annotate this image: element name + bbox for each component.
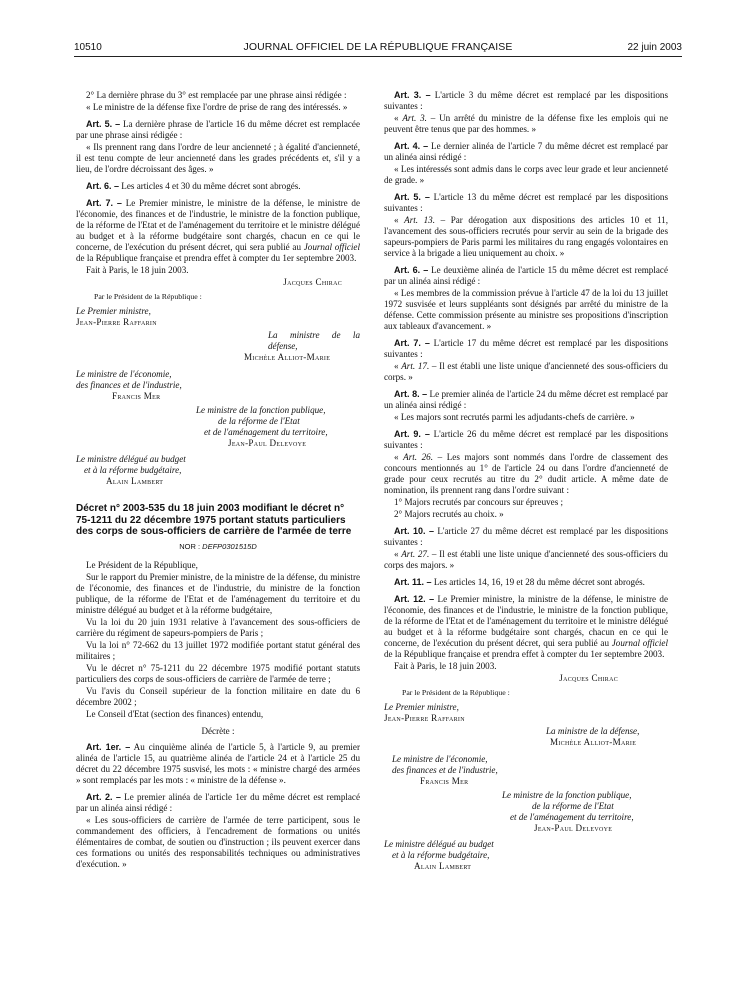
economy-name: Francis Mer	[420, 776, 469, 786]
economy-title-2: des finances et de l'industrie,	[76, 380, 182, 390]
quote: « Le ministre de la défense fixe l'ordre de prise de rang des intéressés. »	[86, 102, 348, 112]
nor-reference: NOR : DEFP0301515D	[179, 541, 257, 551]
budget-title: Le ministre délégué au budget	[76, 454, 186, 464]
decree-title: Décret n° 2003-535 du 18 juin 2003 modifiant le décret n° 75-1211 du 22 décembre 1975 portant statuts particuliers des corps de sous-officiers de carrière de l'armée de terre	[76, 503, 352, 537]
president-line: Par le Président de la République :	[94, 292, 202, 301]
article-9: Art. 9. – L'article 26 du même décret est remplacé par les dispositions suivantes :	[384, 429, 668, 450]
left-column	[76, 90, 360, 871]
paragraph: Vu la loi n° 72-662 du 13 juillet 1972 modifiée portant statut général des militaires ;	[76, 639, 360, 661]
quote: « Les membres de la commission prévue à l'article 47 de la loi du 13 juillet 1972 susvisée et leurs suppléants sont désignés par arrêté du ministre de la défense. Cette commission présente au ministre ses propositions d'inscription aux tableaux d'avancement. »	[384, 288, 668, 331]
article-12: Art. 12. – Le Premier ministre, la ministre de la défense, le ministre de l'économie, des finances et de l'industrie, le ministre de la fonction publique, de la réforme de l'Etat et de l'aménagement du territoire et le ministre délégué au budget et à la réforme budgétaire sont chargés, chacun en ce qui le concerne, de l'exécution du présent décret, qui sera publié au Journal officiel de la République française et prendra effet à compter du 1er septembre 2003.	[384, 594, 668, 659]
quote: « Art. 17. – Il est établi une liste unique d'ancienneté des sous-officiers du corps. »	[384, 361, 668, 382]
pm-title: Le Premier ministre,	[384, 702, 459, 712]
quote: « Les intéressés sont admis dans le corps avec leur grade et leur ancienneté de grade. »	[384, 164, 668, 185]
page-number: 10510	[74, 42, 102, 53]
budget-name: Alain Lambert	[106, 476, 164, 486]
president-signature: Jacques Chirac	[283, 277, 342, 287]
article-label: Art. 4. –	[394, 141, 429, 151]
signature-date: Fait à Paris, le 18 juin 2003.	[394, 661, 497, 671]
article-6: Art. 6. – Le deuxième alinéa de l'article 15 du même décret est remplacé par un alinéa ainsi rédigé :	[384, 265, 668, 286]
decrees-heading: Décrète :	[201, 725, 235, 736]
list-item: 2° Majors recrutés au choix. »	[394, 509, 504, 519]
page-header	[74, 40, 682, 56]
paragraph: Vu la loi du 20 juin 1931 relative à l'avancement des sous-officiers de carrière du régiment de sapeurs-pompiers de Paris ;	[76, 616, 360, 638]
budget-title-2: et à la réforme budgétaire,	[392, 850, 490, 860]
right-column	[384, 90, 668, 872]
quote: « Les sous-officiers de carrière de l'armée de terre participent, sous le commandement des officiers, à l'encadrement de formations ou unités élémentaires de combat, de soutien ou d'instruction ; ils peuvent exercer dans ces formations ou unités des responsabilités techniques ou administratives d'exécution. »	[76, 814, 360, 869]
article-label: Art. 5. –	[394, 192, 430, 202]
header-rule	[74, 56, 682, 57]
list-item: 1° Majors recrutés par concours sur épreuves ;	[394, 497, 564, 507]
article-2: Art. 2. – Le premier alinéa de l'article 1er du même décret est remplacé par un alinéa ainsi rédigé :	[76, 791, 360, 813]
paragraph: Le Conseil d'Etat (section des finances) entendu,	[86, 708, 264, 719]
civil-service-title-2: de la réforme de l'Etat	[218, 416, 300, 426]
defense-title: La ministre de la défense,	[546, 726, 640, 736]
pm-title: Le Premier ministre,	[76, 306, 151, 316]
signature-date: Fait à Paris, le 18 juin 2003.	[86, 265, 189, 275]
issue-date: 22 juin 2003	[627, 42, 682, 53]
signature-block	[384, 673, 668, 872]
article-label: Art. 7. –	[86, 198, 122, 208]
quote: « Art. 27. – Il est établi une liste unique d'ancienneté des sous-officiers du corps des majors. »	[384, 549, 668, 570]
quote: « Art. 3. – Un arrêté du ministre de la défense fixe les emplois qui ne peuvent être tenus que par des hommes. »	[384, 113, 668, 134]
article-label: Art. 12. –	[394, 594, 435, 604]
quote: « Art. 13. – Par dérogation aux dispositions des articles 10 et 11, l'avancement des sous-officiers recrutés pour servir au sein de la brigade des sapeurs-pompiers de Paris parmi les militaires du rang engagés volontaires en service à la brigade a lieu uniquement au choix. »	[384, 215, 669, 258]
article-label: Art. 5. –	[86, 119, 121, 129]
civil-service-name: Jean-Paul Delevoye	[534, 823, 613, 833]
article-label: Art. 1er. –	[86, 741, 131, 752]
civil-service-title-3: et de l'aménagement du territoire,	[510, 812, 634, 822]
article-5: Art. 5. – La dernière phrase de l'article 16 du même décret est remplacée par une phrase ainsi rédigée :	[76, 119, 360, 140]
defense-title: La ministre de la défense,	[268, 330, 360, 351]
economy-title: Le ministre de l'économie,	[392, 754, 488, 764]
article-11: Art. 11. – Les articles 14, 16, 19 et 28 du même décret sont abrogés.	[394, 577, 645, 587]
quote: « Ils prennent rang dans l'ordre de leur ancienneté ; à égalité d'ancienneté, il est tenu compte de leur ancienneté dans les grades précédents et, s'il y a lieu, de l'ordre décroissant des âges. »	[76, 142, 360, 174]
economy-title-2: des finances et de l'industrie,	[392, 765, 498, 775]
pm-name: Jean-Pierre Raffarin	[76, 317, 157, 327]
article-label: Art. 10. –	[394, 526, 435, 536]
civil-service-name: Jean-Paul Delevoye	[228, 438, 307, 448]
pm-name: Jean-Pierre Raffarin	[384, 713, 465, 723]
article-7: Art. 7. – L'article 17 du même décret est remplacé par les dispositions suivantes :	[384, 338, 668, 359]
article-label: Art. 7. –	[394, 338, 430, 348]
article-10: Art. 10. – L'article 27 du même décret est remplacé par les dispositions suivantes :	[384, 526, 668, 547]
article-label: Art. 2. –	[86, 791, 121, 802]
article-5: Art. 5. – L'article 13 du même décret est remplacé par les dispositions suivantes :	[384, 192, 668, 213]
economy-name: Francis Mer	[112, 391, 161, 401]
paragraph: Vu le décret n° 75-1211 du 22 décembre 1975 modifié portant statuts particuliers des corps de sous-officiers de carrière de l'armée de terre ;	[76, 662, 360, 684]
journal-title: JOURNAL OFFICIEL DE LA RÉPUBLIQUE FRANÇAISE	[243, 41, 513, 53]
quote: « Art. 26. – Les majors sont nommés dans l'ordre de classement des concours mentionnés au 1° de l'article 24 ou dans l'ordre d'ancienneté de grade pour ceux recrutés au titre du 2° dudit article. A même date de nomination, ils prennent rang dans l'ordre suivant :	[384, 452, 668, 495]
signature-block	[76, 277, 360, 487]
article-label: Art. 6. –	[86, 181, 120, 191]
defense-name: Michèle Alliot-Marie	[244, 352, 331, 362]
president-signature: Jacques Chirac	[559, 673, 618, 683]
article-8: Art. 8. – Le premier alinéa de l'article 24 du même décret est remplacé par un alinéa ainsi rédigé :	[384, 389, 668, 410]
article-label: Art. 8. –	[394, 389, 428, 399]
article-label: Art. 11. –	[394, 577, 432, 587]
article-4: Art. 4. – Le dernier alinéa de l'article 7 du même décret est remplacé par un alinéa ainsi rédigé :	[384, 141, 668, 162]
article-3: Art. 3. – L'article 3 du même décret est remplacé par les dispositions suivantes :	[384, 90, 668, 111]
budget-title: Le ministre délégué au budget	[384, 839, 494, 849]
article-1: Art. 1er. – Au cinquième alinéa de l'article 5, à l'article 9, au premier alinéa de l'article 15, au quatrième alinéa de l'article 24 et à l'article 25 du décret du 22 décembre 1975 susvisé, les mots : « ministre chargé des armées » sont remplacés par les mots : « ministre de la défense ».	[76, 741, 360, 785]
civil-service-title: Le ministre de la fonction publique,	[502, 790, 632, 800]
economy-title: Le ministre de l'économie,	[76, 369, 172, 379]
article-label: Art. 9. –	[394, 429, 430, 439]
article-label: Art. 6. –	[394, 265, 429, 275]
paragraph: Vu l'avis du Conseil supérieur de la fonction militaire en date du 6 décembre 2002 ;	[76, 685, 360, 707]
civil-service-title: Le ministre de la fonction publique,	[196, 405, 326, 415]
quote: « Les majors sont recrutés parmi les adjudants-chefs de carrière. »	[394, 412, 635, 422]
article-label: Art. 3. –	[394, 90, 431, 100]
paragraph: 2° La dernière phrase du 3° est remplacée par une phrase ainsi rédigée :	[86, 90, 347, 100]
civil-service-title-2: de la réforme de l'Etat	[532, 801, 614, 811]
budget-name: Alain Lambert	[414, 861, 472, 871]
paragraph: Sur le rapport du Premier ministre, de la ministre de la défense, du ministre de l'économie, des finances et de l'industrie, du ministre de la fonction publique, de la réforme de l'Etat et de l'aménagement du territoire et du ministre délégué au budget et à la réforme budgétaire,	[76, 571, 361, 615]
paragraph: Le Président de la République,	[86, 559, 198, 570]
article-7: Art. 7. – Le Premier ministre, le ministre de la défense, le ministre de l'économie, des finances et de l'industrie, le ministre de la fonction publique, de la réforme de l'Etat et de l'aménagement du territoire et le ministre délégué au budget et à la réforme budgétaire sont chargés, chacun en ce qui le concerne, de l'exécution du présent décret, qui sera publié au Journal officiel de la République française et prendra effet à compter du 1er septembre 2003.	[76, 198, 360, 263]
article-6: Art. 6. – Les articles 4 et 30 du même décret sont abrogés.	[86, 181, 301, 191]
defense-name: Michèle Alliot-Marie	[550, 737, 637, 747]
budget-title-2: et à la réforme budgétaire,	[84, 465, 182, 475]
civil-service-title-3: et de l'aménagement du territoire,	[204, 427, 328, 437]
president-line: Par le Président de la République :	[402, 688, 510, 697]
